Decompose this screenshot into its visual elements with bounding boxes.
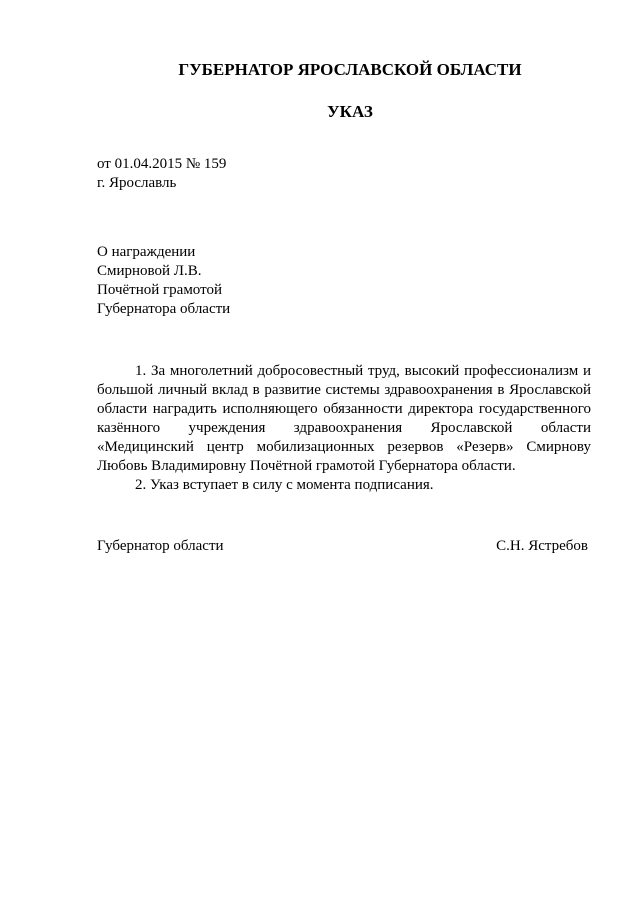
document-body [97, 362, 591, 495]
document-subject [97, 243, 230, 319]
subject-line: О награждении [97, 244, 196, 260]
signature-name: С.Н. Ястребов [496, 538, 588, 554]
date-number: от 01.04.2015 № 159 [97, 156, 227, 172]
city: г. Ярославль [97, 175, 177, 191]
document-authority-title: ГУБЕРНАТОР ЯРОСЛАВСКОЙ ОБЛАСТИ [178, 60, 522, 79]
document-type-title: УКАЗ [327, 102, 373, 121]
body-paragraph-1: 1. За многолетний добросовестный труд, высокий профессионализм и большой личный вклад в развитие системы здравоохранения в Ярославской области наградить исполняющего обязанности директора государственного казённого учреждения здравоохранения Ярославской области «Медицинский центр мобилизационных резервов «Резерв» Смирнову Любовь Владимировну Почётной грамотой Губернатора области. [97, 363, 591, 474]
subject-line: Смирновой Л.В. [97, 263, 202, 279]
subject-line: Губернатора области [97, 301, 231, 317]
document-meta [97, 155, 226, 193]
signature-role: Губернатор области [97, 538, 224, 554]
subject-line: Почётной грамотой [97, 282, 222, 298]
body-paragraph-2: 2. Указ вступает в силу с момента подписания. [135, 477, 434, 493]
